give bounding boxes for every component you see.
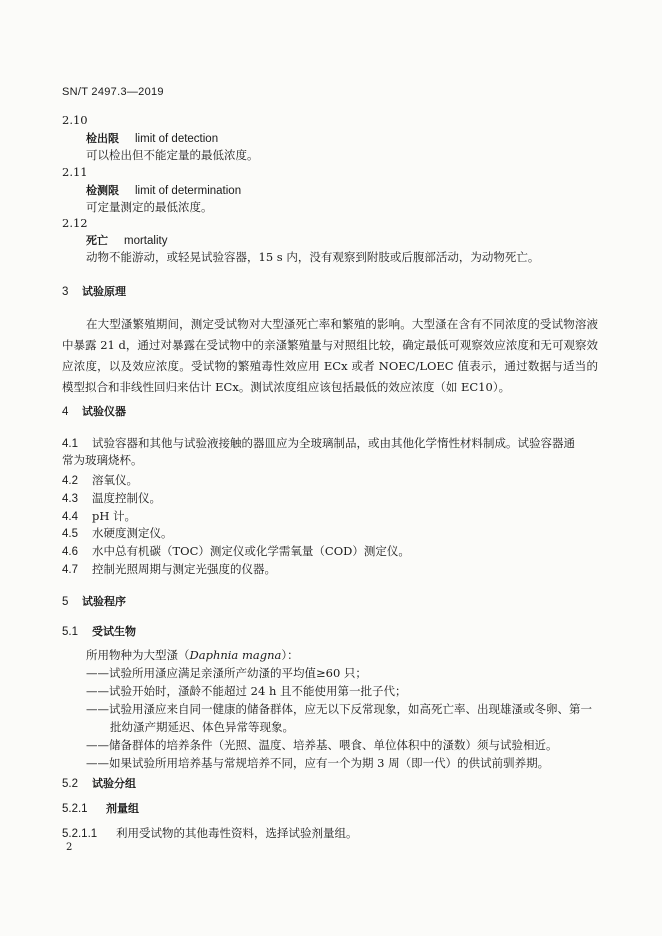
requirement-item: ——试验开始时，溞龄不能超过 24 h 且不能使用第一批子代； <box>86 684 407 698</box>
principle-paragraph: 在大型溞繁殖期间，测定受试物对大型溞死亡率和繁殖的影响。大型溞在含有不同浓度的受试物溶液中暴露 21 d，通过对暴露在受试物中的亲溞繁殖量与对照组比较，确定最低可观察效应浓度和无可观察效应浓度，以及效应浓度。受试物的繁殖毒性效应用 ECx 或者 NOEC/LOEC 值表示，通过数据与适当的模型拟合和非线性回归来估计 ECx。测试浓度组应该包括最低的效应浓度（如 EC10）。 <box>62 317 598 394</box>
term: 检测限 limit of determination <box>86 184 242 197</box>
definition: 动物不能游动，或轻晃试验容器，15 s 内，没有观察到附肢或后腹部活动，为动物死亡。 <box>86 250 540 264</box>
requirement-item: ——如果试验所用培养基与常规培养不同，应有一个为期 3 周（即一代）的供试前驯养期。 <box>86 756 550 770</box>
subsection-heading: 5.2 试验分组 <box>62 777 136 790</box>
section-heading: 3 试验原理 <box>62 285 126 298</box>
list-item-continuation: 常为玻璃烧杯。 <box>62 453 143 467</box>
list-item: 4.1 试验容器和其他与试验液接触的器皿应为全玻璃制品，或由其他化学惰性材料制成。试验容器通 <box>62 436 575 450</box>
clause-number: 2.12 <box>62 216 88 230</box>
list-item: 4.7 控制光照周期与测定光强度的仪器。 <box>62 562 276 576</box>
list-item: 4.6 水中总有机碳（TOC）测定仪或化学需氧量（COD）测定仪。 <box>62 544 410 558</box>
requirement-item: ——储备群体的培养条件（光照、温度、培养基、喂食、单位体积中的溞数）须与试验相近。 <box>86 738 558 752</box>
term: 检出限 limit of detection <box>86 132 219 145</box>
clause-number: 2.11 <box>62 165 88 179</box>
clause-number: 2.10 <box>62 113 88 127</box>
definition: 可以检出但不能定量的最低浓度。 <box>86 148 259 162</box>
list-item: 4.3 温度控制仪。 <box>62 491 161 505</box>
requirement-continuation: 批幼溞产期延迟、体色异常等现象。 <box>110 720 294 734</box>
species-line: 所用物种为大型溞（Daphnia magna）： <box>86 648 299 662</box>
requirement-item: ——试验所用溞应满足亲溞所产幼溞的平均值≥60 只； <box>86 666 367 680</box>
subsubsection-heading: 5.2.1 剂量组 <box>62 802 139 815</box>
term: 死亡 mortality <box>86 234 168 247</box>
standard-code-header: SN/T 2497.3—2019 <box>62 86 164 98</box>
page-number: 2 <box>66 842 73 853</box>
clause-text: 5.2.1.1 利用受试物的其他毒性资料，选择试验剂量组。 <box>62 826 358 840</box>
section-heading: 5 试验程序 <box>62 595 126 608</box>
list-item: 4.4 pH 计。 <box>62 509 137 523</box>
requirement-item: ——试验用溞应来自同一健康的储备群体，应无以下反常现象，如高死亡率、出现雄溞或冬卵、第一 <box>86 702 592 716</box>
definition: 可定量测定的最低浓度。 <box>86 200 213 214</box>
list-item: 4.5 水硬度测定仪。 <box>62 526 173 540</box>
list-item: 4.2 溶氧仪。 <box>62 473 138 487</box>
section-heading: 4 试验仪器 <box>62 405 126 418</box>
subsection-heading: 5.1 受试生物 <box>62 625 136 638</box>
